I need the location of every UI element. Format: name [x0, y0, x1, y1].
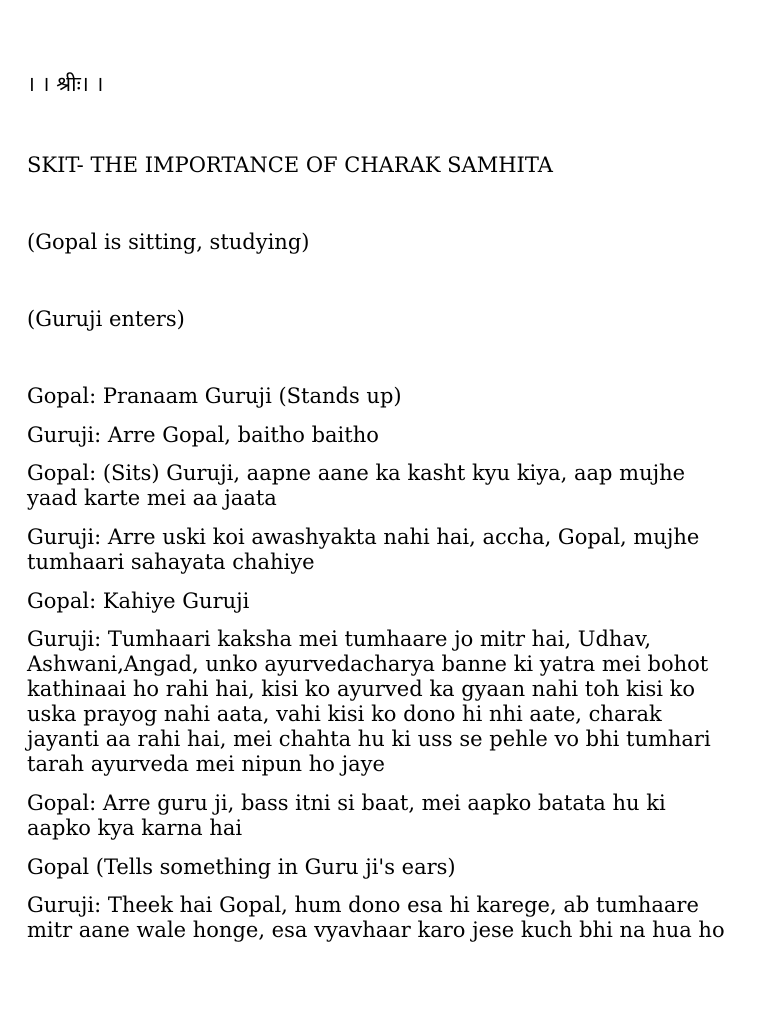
dialogue-line: Guruji: Arre uski koi awashyakta nahi hai, accha, Gopal, mujhe tumhaari sahayata chahiye: [27, 525, 700, 574]
stage-direction: (Guruji enters): [27, 307, 185, 331]
stage-direction: (Gopal is sitting, studying): [27, 230, 310, 254]
dialogue-line: Gopal: Arre guru ji, bass itni si baat, mei aapko batata hu ki aapko kya karna hai: [27, 791, 666, 840]
dialogue-line: Gopal: Kahiye Guruji: [27, 589, 250, 613]
dialogue-line: Gopal: Pranaam Guruji (Stands up): [27, 384, 402, 408]
dialogue-line: Guruji: Arre Gopal, baitho baitho: [27, 423, 379, 447]
dialogue-line: Guruji: Tumhaari kaksha mei tumhaare jo mitr hai, Udhav, Ashwani,Angad, unko ayurvedacharya banne ki yatra mei bohot kathinaai ho rahi hai, kisi ko ayurved ka gyaan nahi toh kisi ko uska prayog nahi aata, vahi kisi ko dono hi nhi aate, charak jayanti aa rahi hai, mei chahta hu ki uss se pehle vo bhi tumhari tarah ayurveda mei nipun ho jaye: [27, 627, 711, 776]
skit-title: SKIT- THE IMPORTANCE OF CHARAK SAMHITA: [27, 153, 553, 177]
invocation-text: । । श्रीः। ।: [27, 72, 104, 96]
dialogue-line: Gopal: (Sits) Guruji, aapne aane ka kasht kyu kiya, aap mujhe yaad karte mei aa jaata: [27, 461, 686, 510]
dialogue-line: Guruji: Theek hai Gopal, hum dono esa hi karege, ab tumhaare mitr aane wale honge, esa vyavhaar karo jese kuch bhi na hua ho: [27, 893, 725, 942]
dialogue-line: Gopal (Tells something in Guru ji's ears): [27, 855, 456, 879]
